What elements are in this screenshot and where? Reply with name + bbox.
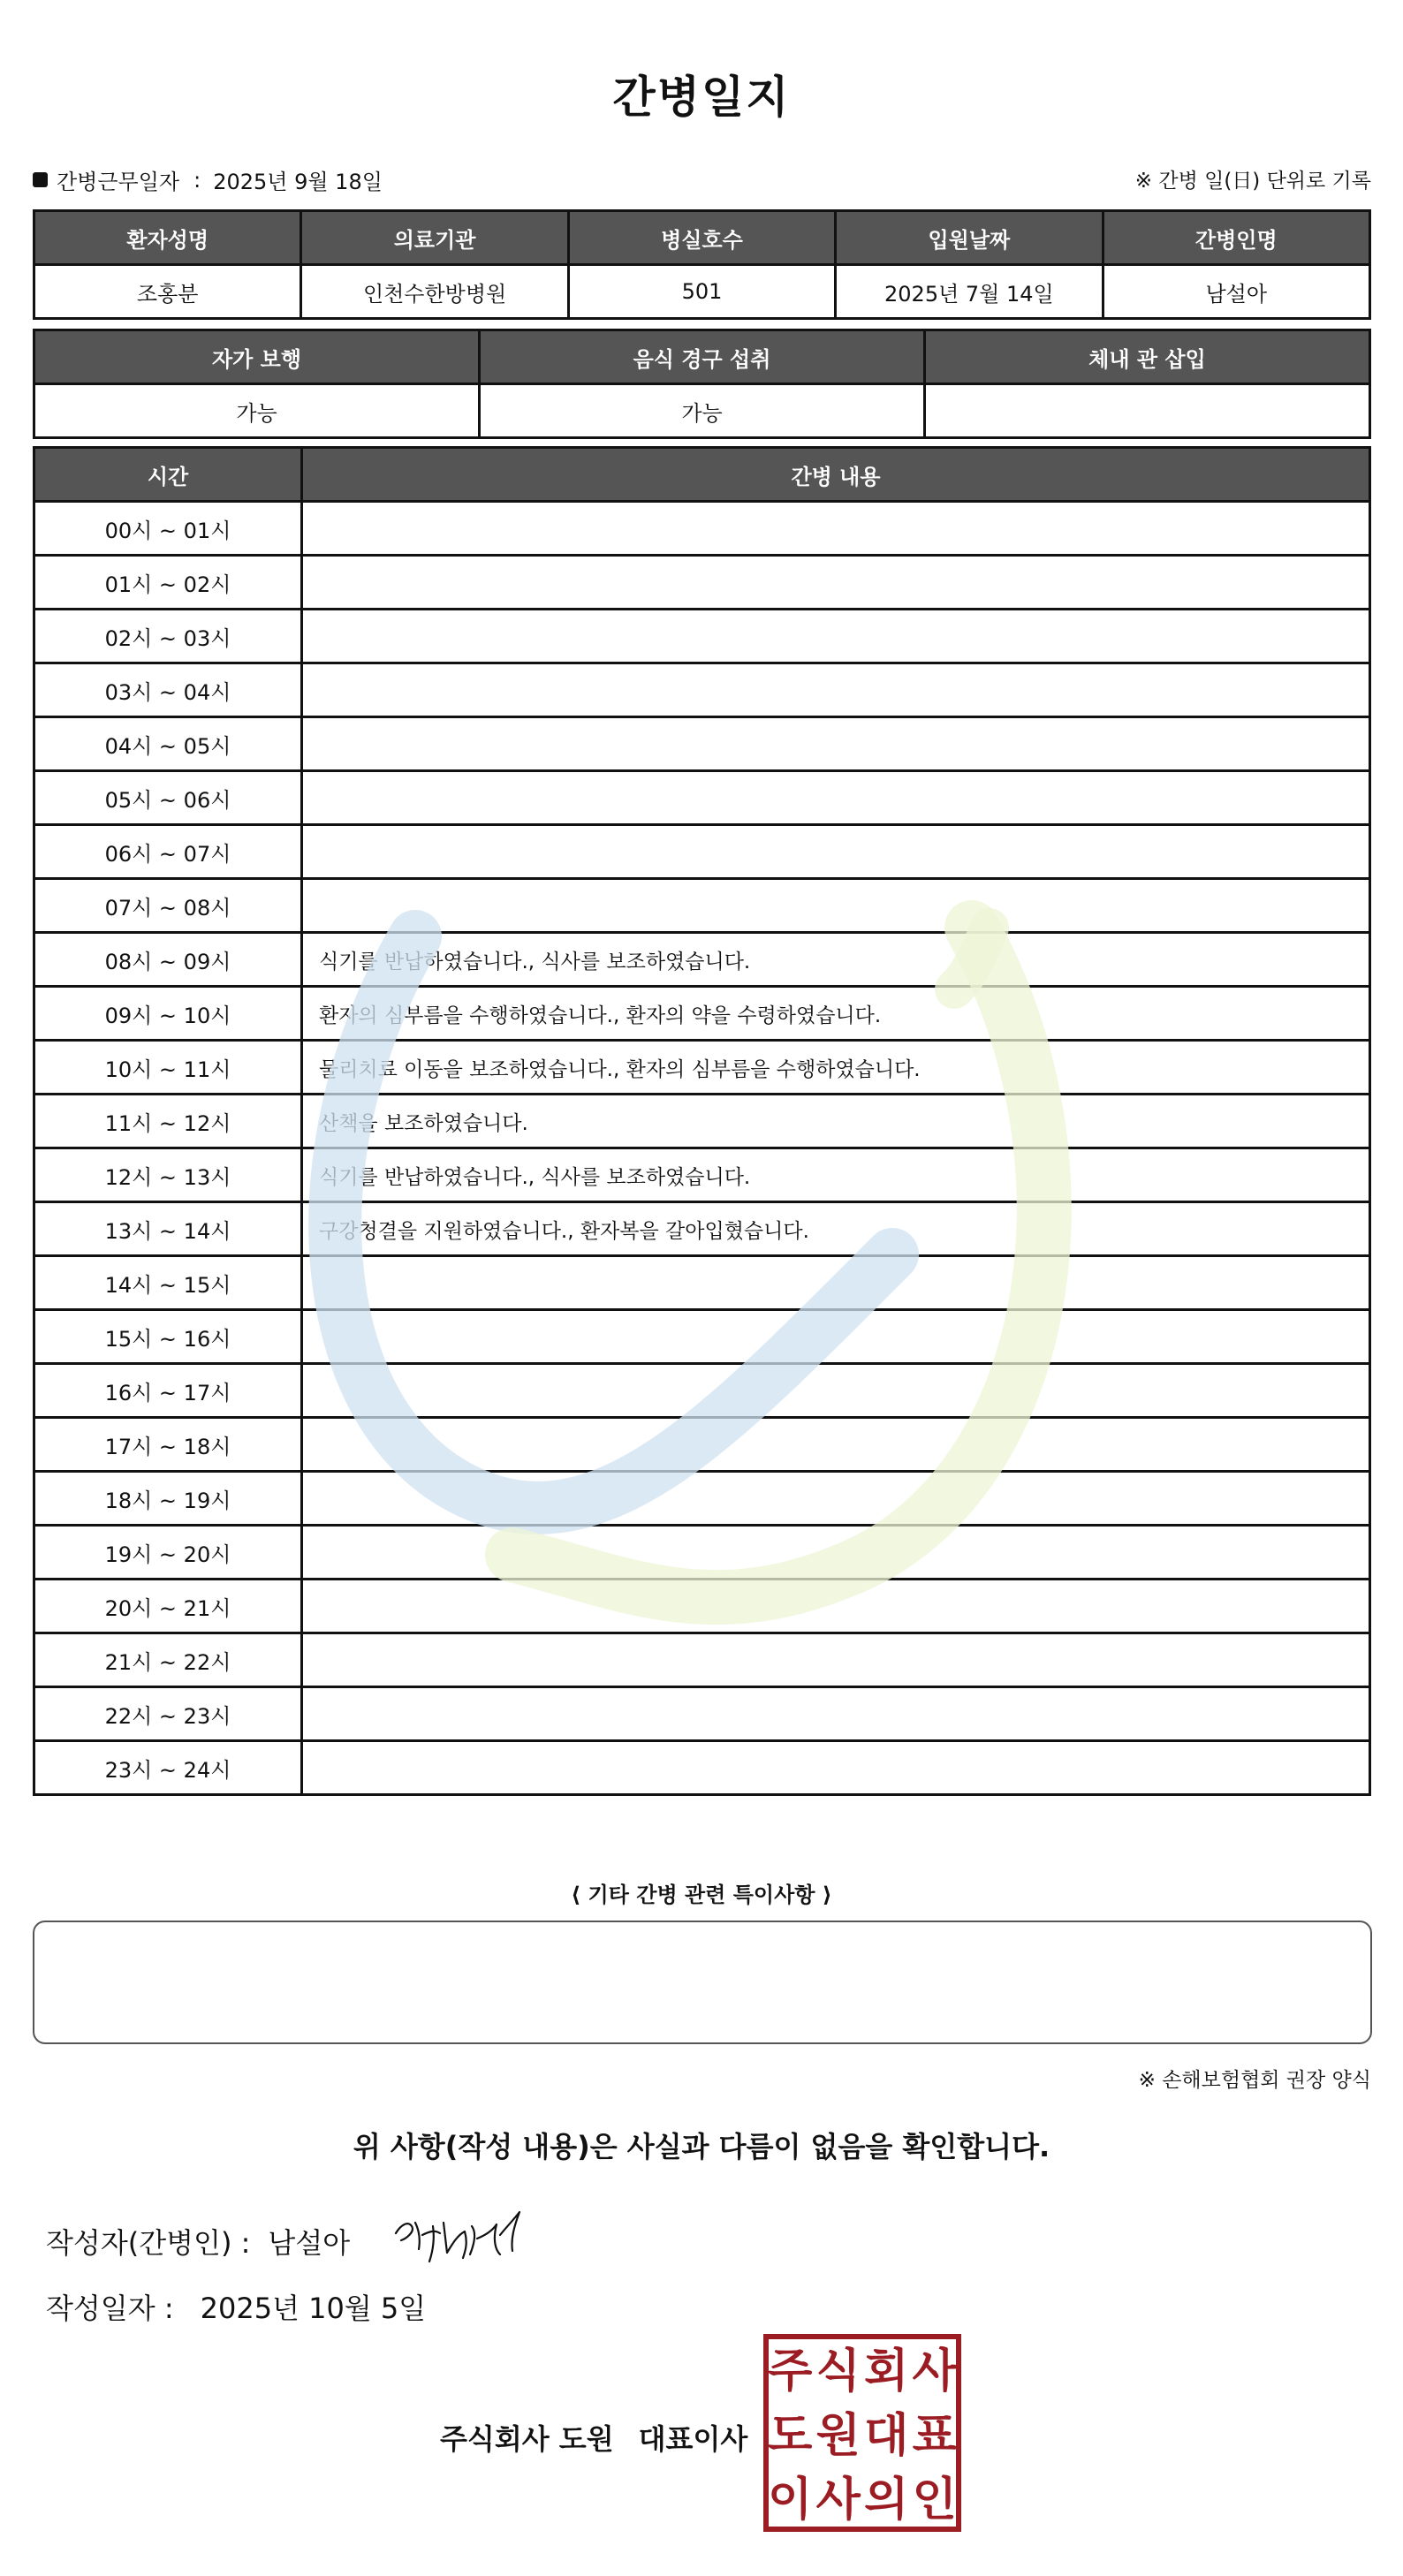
content-cell [302, 502, 1370, 556]
confirmation-statement: 위 사항(작성 내용)은 사실과 다름이 없음을 확인합니다. [353, 2130, 1050, 2163]
special-notes-box [33, 1921, 1372, 2044]
time-cell: 00시 ~ 01시 [34, 502, 302, 556]
seal-character: 이 [768, 2474, 813, 2527]
content-cell [302, 879, 1370, 933]
table-row [34, 879, 1370, 933]
content-cell: 식기를 반납하였습니다., 식사를 보조하였습니다. [302, 933, 1370, 987]
table-row [34, 1364, 1370, 1418]
recommended-form-note: ※ 손해보험협회 권장 양식 [1138, 2069, 1371, 2092]
table-row [34, 1633, 1370, 1687]
company-name: 주식회사 도원 [440, 2422, 614, 2456]
content-cell [302, 610, 1370, 663]
table-row [34, 1041, 1370, 1095]
seal-character: 사 [912, 2345, 957, 2398]
header-oral-intake: 음식 경구 섭취 [480, 330, 925, 384]
content-cell [302, 663, 1370, 717]
table-row [34, 771, 1370, 825]
time-cell: 19시 ~ 20시 [34, 1526, 302, 1580]
company-seal [763, 2334, 961, 2532]
hospital-value: 인천수한방병원 [301, 265, 568, 319]
table-row [34, 1472, 1370, 1526]
seal-character: 식 [815, 2345, 861, 2398]
time-cell: 08시 ~ 09시 [34, 933, 302, 987]
table-row [34, 663, 1370, 717]
content-cell: 환자의 심부름을 수행하였습니다., 환자의 약을 수령하였습니다. [302, 987, 1370, 1041]
header-hospital: 의료기관 [301, 211, 568, 265]
time-cell: 20시 ~ 21시 [34, 1580, 302, 1633]
time-cell: 06시 ~ 07시 [34, 825, 302, 879]
time-cell: 09시 ~ 10시 [34, 987, 302, 1041]
patient-status-value-row [34, 384, 1370, 438]
content-cell: 구강청결을 지원하였습니다., 환자복을 갈아입혔습니다. [302, 1202, 1370, 1256]
content-cell [302, 1687, 1370, 1741]
special-notes-title: ⟨ 기타 간병 관련 특이사항 ⟩ [571, 1883, 832, 1907]
content-cell [302, 1526, 1370, 1580]
signature-image [389, 2200, 530, 2270]
content-cell: 산책을 보조하였습니다. [302, 1095, 1370, 1148]
content-cell [302, 1364, 1370, 1418]
work-date-colon: : [193, 167, 201, 193]
time-cell: 18시 ~ 19시 [34, 1472, 302, 1526]
writer-line [46, 2221, 350, 2262]
table-row [34, 610, 1370, 663]
room-number-value: 501 [568, 265, 835, 319]
content-cell [302, 1633, 1370, 1687]
time-cell: 15시 ~ 16시 [34, 1310, 302, 1364]
seal-character: 회 [864, 2345, 909, 2398]
time-cell: 21시 ~ 22시 [34, 1633, 302, 1687]
seal-character: 의 [864, 2474, 909, 2527]
ceo-title: 대표이사 [638, 2422, 748, 2456]
table-row [34, 825, 1370, 879]
table-row [34, 1418, 1370, 1472]
seal-character: 원 [815, 2409, 861, 2463]
header-caregiver-name: 간병인명 [1103, 211, 1369, 265]
seal-character: 주 [768, 2345, 813, 2398]
table-row [34, 717, 1370, 771]
content-cell [302, 1741, 1370, 1795]
content-cell [302, 1256, 1370, 1310]
header-admission-date: 입원날짜 [836, 211, 1103, 265]
patient-info-value-row [34, 265, 1370, 319]
header-patient-name: 환자성명 [34, 211, 301, 265]
unit-note: ※ 간병 일(日) 단위로 기록 [1134, 170, 1371, 193]
content-cell [302, 1310, 1370, 1364]
header-room-number: 병실호수 [568, 211, 835, 265]
work-date-label: 간병근무일자 [57, 170, 180, 194]
header-self-walking: 자가 보행 [34, 330, 480, 384]
header-time: 시간 [34, 448, 302, 502]
time-cell: 16시 ~ 17시 [34, 1364, 302, 1418]
header-care-content: 간병 내용 [302, 448, 1370, 502]
content-cell [302, 1580, 1370, 1633]
patient-name-value: 조홍분 [34, 265, 301, 319]
patient-status-table [33, 329, 1371, 439]
table-row [34, 933, 1370, 987]
time-cell: 01시 ~ 02시 [34, 556, 302, 610]
time-cell: 12시 ~ 13시 [34, 1148, 302, 1202]
oral-intake-value: 가능 [480, 384, 925, 438]
patient-status-header-row [34, 330, 1370, 384]
header-tube-insertion: 체내 관 삽입 [925, 330, 1370, 384]
table-row [34, 987, 1370, 1041]
table-row [34, 1148, 1370, 1202]
written-date-value: 2025년 10월 5일 [200, 2292, 427, 2325]
content-cell [302, 825, 1370, 879]
time-cell: 13시 ~ 14시 [34, 1202, 302, 1256]
time-cell: 04시 ~ 05시 [34, 717, 302, 771]
seal-character: 표 [912, 2409, 957, 2463]
care-log-header-row [34, 448, 1370, 502]
company-line [440, 2417, 747, 2458]
table-row [34, 1095, 1370, 1148]
written-date-line [46, 2286, 426, 2327]
time-cell: 02시 ~ 03시 [34, 610, 302, 663]
table-row [34, 1310, 1370, 1364]
writer-name: 남설아 [268, 2226, 351, 2260]
time-cell: 22시 ~ 23시 [34, 1687, 302, 1741]
caregiver-name-value: 남설아 [1103, 265, 1369, 319]
table-row [34, 1687, 1370, 1741]
time-cell: 07시 ~ 08시 [34, 879, 302, 933]
time-cell: 05시 ~ 06시 [34, 771, 302, 825]
seal-character: 도 [768, 2409, 813, 2463]
seal-character: 인 [912, 2474, 957, 2527]
time-cell: 11시 ~ 12시 [34, 1095, 302, 1148]
table-row [34, 1202, 1370, 1256]
patient-info-table [33, 209, 1371, 320]
time-cell: 03시 ~ 04시 [34, 663, 302, 717]
content-cell [302, 771, 1370, 825]
work-date-line [33, 164, 383, 195]
patient-info-header-row [34, 211, 1370, 265]
self-walking-value: 가능 [34, 384, 480, 438]
table-row [34, 556, 1370, 610]
writer-label: 작성자(간병인) : [46, 2226, 251, 2260]
seal-character: 대 [864, 2409, 909, 2463]
content-cell: 식기를 반납하였습니다., 식사를 보조하였습니다. [302, 1148, 1370, 1202]
page-title: 간병일지 [612, 72, 791, 123]
time-cell: 23시 ~ 24시 [34, 1741, 302, 1795]
care-log-table [33, 446, 1371, 1796]
table-row [34, 1256, 1370, 1310]
work-date-value: 2025년 9월 18일 [213, 170, 383, 194]
content-cell [302, 556, 1370, 610]
written-date-label: 작성일자 : [46, 2292, 174, 2325]
table-row [34, 1580, 1370, 1633]
table-row [34, 1526, 1370, 1580]
table-row [34, 1741, 1370, 1795]
content-cell [302, 1472, 1370, 1526]
content-cell [302, 1418, 1370, 1472]
time-cell: 10시 ~ 11시 [34, 1041, 302, 1095]
content-cell: 물리치료 이동을 보조하였습니다., 환자의 심부름을 수행하였습니다. [302, 1041, 1370, 1095]
time-cell: 17시 ~ 18시 [34, 1418, 302, 1472]
content-cell [302, 717, 1370, 771]
square-bullet-icon [33, 172, 48, 187]
time-cell: 14시 ~ 15시 [34, 1256, 302, 1310]
admission-date-value: 2025년 7월 14일 [836, 265, 1103, 319]
table-row [34, 502, 1370, 556]
seal-character: 사 [815, 2474, 861, 2527]
tube-insertion-value [925, 384, 1370, 438]
